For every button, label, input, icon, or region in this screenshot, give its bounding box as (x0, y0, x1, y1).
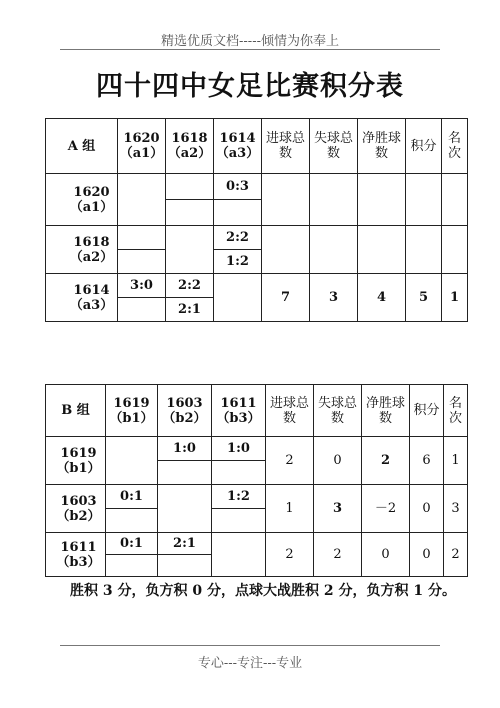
head-b-goals-for: 进球总数 (266, 385, 314, 437)
b2-goals-for: 1 (266, 485, 314, 533)
b1-points: 6 (410, 437, 444, 485)
b2-goals-against: 3 (314, 485, 362, 533)
col-head-a3: 1614（a3） (214, 119, 262, 174)
b2-points: 0 (410, 485, 444, 533)
head-b-points: 积分 (410, 385, 444, 437)
b3-goal-diff: 0 (362, 533, 410, 577)
cell-b1-b3-top: 1:0 (212, 437, 266, 461)
group-b-table (45, 384, 468, 577)
cell-b2-b1-bottom (106, 509, 158, 533)
page-footer: 专心---专注---专业 (197, 656, 303, 671)
head-b-rank: 名次 (444, 385, 468, 437)
a3-goals-for: 7 (262, 274, 310, 322)
scoring-rule-note: 胜积 3 分，负方积 0 分，点球大战胜积 2 分，负方积 1 分。 (70, 583, 456, 599)
cell-a2-a1-bottom (118, 250, 166, 274)
cell-a2-a1-top (118, 226, 166, 250)
cell-a1-a3-bottom (214, 200, 262, 226)
cell-a1-a3-top: 0:3 (214, 174, 262, 200)
cell-b2-b1-top: 0:1 (106, 485, 158, 509)
col-head-a2: 1618（a2） (166, 119, 214, 174)
a1-goals-for (262, 174, 310, 226)
cell-b3-b3 (212, 533, 266, 577)
head-points: 积分 (406, 119, 442, 174)
cell-b3-b2-top: 2:1 (158, 533, 212, 555)
a2-goal-diff (358, 226, 406, 274)
b3-rank: 2 (444, 533, 468, 577)
b3-goals-for: 2 (266, 533, 314, 577)
cell-a3-a2-top: 2:2 (166, 274, 214, 298)
cell-b3-b1-top: 0:1 (106, 533, 158, 555)
team-b2: 1603（b2） (46, 485, 106, 533)
cell-b1-b3-bottom (212, 461, 266, 485)
col-head-b1: 1619（b1） (106, 385, 158, 437)
head-b-goals-against: 失球总数 (314, 385, 362, 437)
b1-goals-against: 0 (314, 437, 362, 485)
a3-points: 5 (406, 274, 442, 322)
group-a-label: A 组 (46, 119, 118, 174)
a3-rank: 1 (442, 274, 468, 322)
a3-goal-diff: 4 (358, 274, 406, 322)
group-b-label: B 组 (46, 385, 106, 437)
team-a3: 1614（a3） (46, 274, 118, 322)
b3-points: 0 (410, 533, 444, 577)
page-header: 精选优质文档-----倾情为你奉上 (161, 34, 339, 49)
a1-rank (442, 174, 468, 226)
a1-goal-diff (358, 174, 406, 226)
team-b1: 1619（b1） (46, 437, 106, 485)
cell-a1-a2-top (166, 174, 214, 200)
cell-a3-a1-bottom (118, 298, 166, 322)
head-goals-for: 进球总数 (262, 119, 310, 174)
cell-b3-b1-bottom (106, 555, 158, 577)
cell-b1-b2-top: 1:0 (158, 437, 212, 461)
cell-a1-a1 (118, 174, 166, 226)
team-a1: 1620（a1） (46, 174, 118, 226)
col-head-b2: 1603（b2） (158, 385, 212, 437)
a2-goals-for (262, 226, 310, 274)
header-rule (60, 49, 440, 50)
cell-a2-a2 (166, 226, 214, 274)
col-head-a1: 1620（a1） (118, 119, 166, 174)
b1-rank: 1 (444, 437, 468, 485)
cell-b1-b2-bottom (158, 461, 212, 485)
team-b3: 1611（b3） (46, 533, 106, 577)
head-rank: 名次 (442, 119, 468, 174)
a1-points (406, 174, 442, 226)
cell-b1-b1 (106, 437, 158, 485)
head-goal-diff: 净胜球数 (358, 119, 406, 174)
b3-goals-against: 2 (314, 533, 362, 577)
a1-goals-against (310, 174, 358, 226)
col-head-b3: 1611（b3） (212, 385, 266, 437)
cell-a2-a3-top: 2:2 (214, 226, 262, 250)
a3-goals-against: 3 (310, 274, 358, 322)
b2-rank: 3 (444, 485, 468, 533)
group-a-table (45, 118, 468, 322)
cell-a1-a2-bottom (166, 200, 214, 226)
a2-goals-against (310, 226, 358, 274)
cell-a3-a3 (214, 274, 262, 322)
a2-points (406, 226, 442, 274)
footer-rule (60, 645, 440, 646)
cell-b2-b3-top: 1:2 (212, 485, 266, 509)
cell-b2-b2 (158, 485, 212, 533)
b1-goals-for: 2 (266, 437, 314, 485)
page-title: 四十四中女足比赛积分表 (96, 71, 404, 102)
b2-goal-diff: －2 (362, 485, 410, 533)
b1-goal-diff: 2 (362, 437, 410, 485)
a2-rank (442, 226, 468, 274)
team-a2: 1618（a2） (46, 226, 118, 274)
cell-a2-a3-bottom: 1:2 (214, 250, 262, 274)
cell-b2-b3-bottom (212, 509, 266, 533)
cell-a3-a1-top: 3:0 (118, 274, 166, 298)
head-b-goal-diff: 净胜球数 (362, 385, 410, 437)
cell-a3-a2-bottom: 2:1 (166, 298, 214, 322)
cell-b3-b2-bottom (158, 555, 212, 577)
head-goals-against: 失球总数 (310, 119, 358, 174)
